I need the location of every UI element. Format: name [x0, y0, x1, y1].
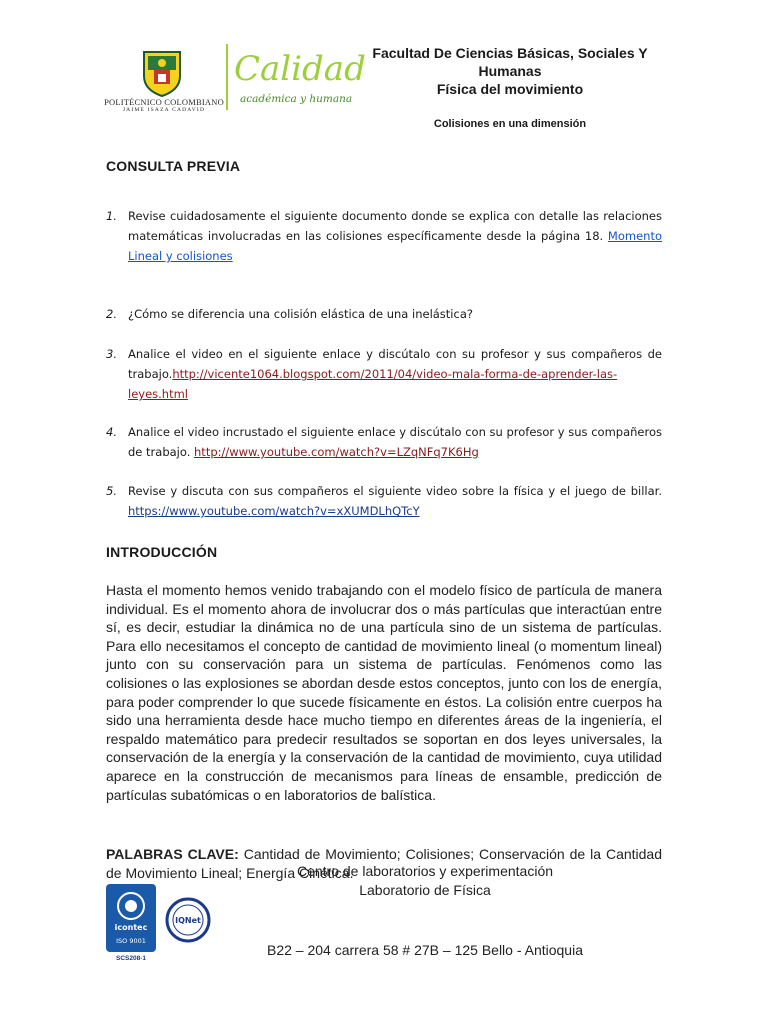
- blogspot-video-link[interactable]: http://vicente1064.blogspot.com/2011/04/video-mala-forma-de-aprender-las-leyes.html: [128, 367, 618, 401]
- lab-center-name: [250, 862, 600, 900]
- keywords-label: PALABRAS CLAVE:: [106, 846, 239, 862]
- calidad-logo-text: Calidad: [234, 49, 366, 89]
- list-item: [106, 481, 662, 521]
- list-item: [106, 304, 662, 324]
- calidad-tagline: académica y humana: [240, 93, 353, 105]
- icontec-logo: [106, 884, 156, 960]
- introduction-paragraph: Hasta el momento hemos venido trabajando con el modelo físico de partícula de manera individual. Es el momento ahora de involucrar dos o más partículas que interactúan entre sí, es decir, estudiar la dinámica no de una partícula sino de un sistema de partículas. Para ello necesitamos el concepto de cantidad de movimiento lineal (o momentum lineal) junto con su conservación para un sistema de partículas. Fenómenos como las colisiones o las explosiones se abordan desde estos conceptos, junto con los de energía, para poder comprender lo que sucede físicamente en éstos. La colisión entre cuerpos ha sido una herramienta desde hace mucho tiempo en diferentes áreas de la ingeniería, el respaldo matemático para predecir resultados se soportan en dos leyes universales, la conservación de la energía y la conservación de la cantidad de movimiento, cuya utilidad aparece en la construcción de mecanismos para líneas de ensamble, predicción de partículas subatómicas o en laboratorios de balística.: [106, 582, 662, 803]
- keywords-text: Cantidad de Movimiento; Colisiones; Conservación de la Cantidad de Movimiento Lineal; Energía Cinética.: [106, 846, 662, 881]
- list-item: [106, 206, 662, 266]
- iqnet-text: IQNet: [175, 916, 201, 925]
- icontec-text: icontec: [114, 923, 148, 932]
- faculty-line-2: Humanas: [478, 63, 542, 79]
- item-number: 5.: [106, 484, 117, 498]
- item-text: Analice el video incrustado el siguiente enlace y discútalo con su profesor y sus compañeros de trabajo.: [128, 425, 662, 459]
- item-number: 4.: [106, 425, 117, 439]
- section-title-consulta: CONSULTA PREVIA: [106, 158, 241, 174]
- institution-subtitle: JAIME ISAZA CADAVID: [122, 107, 206, 113]
- momento-lineal-link[interactable]: Momento Lineal y colisiones: [128, 229, 662, 263]
- list-item: [106, 344, 662, 404]
- topic-title: Colisiones en una dimensión: [433, 118, 587, 130]
- institution-name: POLITÉCNICO COLOMBIANO: [104, 97, 224, 107]
- iso-text: ISO 9001: [116, 937, 146, 945]
- faculty-header: [360, 44, 660, 98]
- youtube-video-link[interactable]: http://www.youtube.com/watch?v=LZqNFq7K6Hg: [194, 445, 479, 459]
- item-number: 3.: [106, 347, 117, 361]
- section-title-introduccion: INTRODUCCIÓN: [106, 544, 218, 560]
- street-address: carrera 58 # 27B – 125 Bello - Antioquia: [330, 942, 583, 958]
- item-number: 2.: [106, 307, 117, 321]
- item-number: 1.: [106, 209, 117, 223]
- crest-logo: [140, 48, 184, 98]
- certificate-code: SCS208-1: [116, 955, 146, 962]
- item-text: Analice el video en el siguiente enlace y discútalo con su profesor y sus compañeros de trabajo.: [128, 347, 662, 381]
- center-line-2: Laboratorio de Física: [359, 882, 491, 898]
- iqnet-logo: [165, 897, 211, 943]
- item-text: Revise y discuta con sus compañeros el siguiente video sobre la física y el juego de billar.: [128, 484, 662, 498]
- item-text: Revise cuidadosamente el siguiente documento donde se explica con detalle las relaciones matemáticas involucradas en las colisiones específicamente desde la página 18.: [128, 209, 662, 243]
- course-name: Física del movimiento: [436, 81, 584, 97]
- center-line-1: Centro de laboratorios y experimentación: [296, 863, 554, 879]
- building-room: B22 – 204: [266, 942, 331, 958]
- calidad-logo: [232, 46, 366, 89]
- header-divider: [226, 44, 228, 110]
- faculty-line-1: Facultad De Ciencias Básicas, Sociales Y: [372, 45, 648, 61]
- billiards-video-link[interactable]: https://www.youtube.com/watch?v=xXUMDLhQTcY: [128, 504, 420, 518]
- item-text: ¿Cómo se diferencia una colisión elástica de una inelástica?: [128, 307, 473, 321]
- address: [250, 942, 600, 958]
- list-item: [106, 422, 662, 462]
